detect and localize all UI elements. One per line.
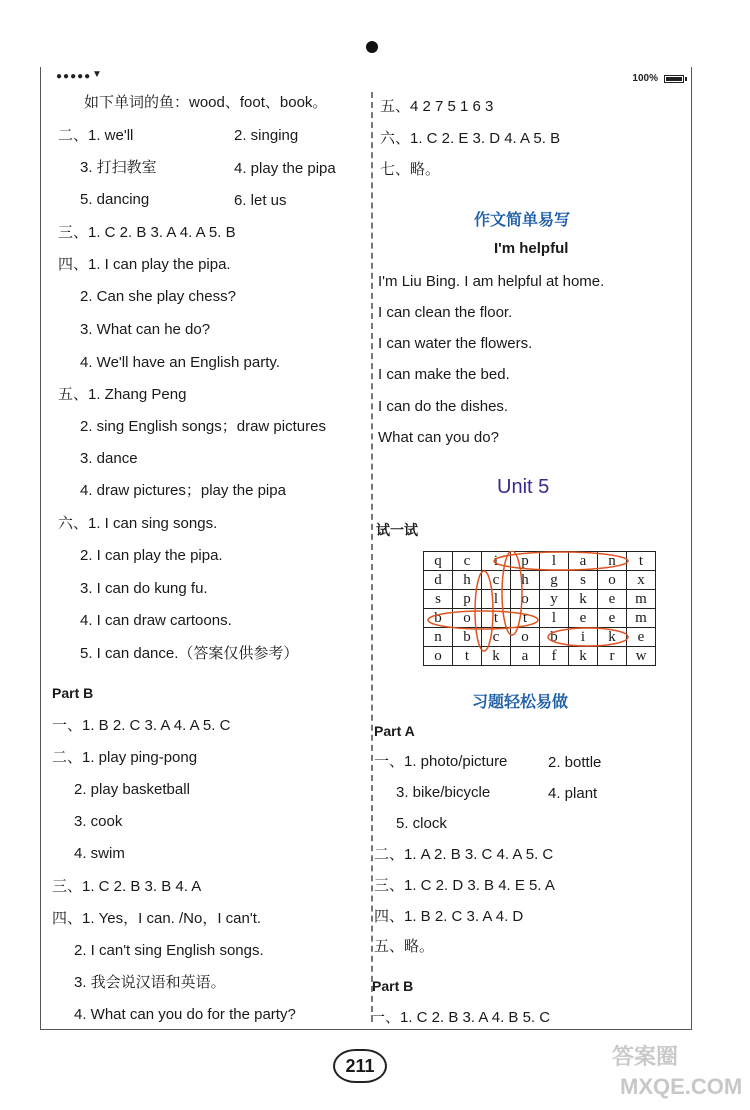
composition-line: I can do the dishes. — [378, 398, 509, 415]
answer-line: 四、1. I can play the pipa. — [58, 256, 231, 273]
grid-cell: o — [598, 571, 627, 590]
unit-title: Unit 5 — [497, 476, 550, 498]
answer-line: 五、略。 — [374, 938, 435, 955]
grid-cell: i — [569, 628, 598, 647]
answer-line: 2. play basketball — [74, 781, 190, 798]
grid-row — [424, 628, 656, 647]
grid-cell: o — [453, 609, 482, 628]
answer-line: 4. We'll have an English party. — [80, 354, 280, 371]
grid-cell: s — [424, 590, 453, 609]
grid-cell: n — [598, 552, 627, 571]
battery-percent: 100% — [632, 73, 658, 84]
answer-line: 2. sing English songs；draw pictures — [80, 418, 326, 435]
grid-cell: h — [511, 571, 540, 590]
grid-cell: p — [511, 552, 540, 571]
answer-line: 4. draw pictures；play the pipa — [80, 482, 286, 499]
composition-line: I can make the bed. — [378, 366, 510, 383]
grid-cell: t — [511, 609, 540, 628]
part-heading: Part B — [52, 685, 94, 701]
grid-cell: b — [424, 609, 453, 628]
grid-cell: e — [598, 609, 627, 628]
grid-cell: t — [482, 609, 511, 628]
grid-cell: c — [482, 628, 511, 647]
answer-line: 3. dance — [80, 450, 138, 467]
grid-cell: l — [540, 609, 569, 628]
answer-line: 6. let us — [234, 192, 287, 209]
try-label: 试一试 — [376, 522, 418, 538]
word-search-grid — [423, 551, 656, 666]
grid-cell: a — [511, 647, 540, 666]
part-heading: Part A — [374, 723, 415, 739]
grid-cell: k — [482, 647, 511, 666]
grid-cell: t — [453, 647, 482, 666]
page-number: 211 — [333, 1049, 387, 1083]
answer-line: 3. What can he do? — [80, 321, 211, 338]
grid-cell: q — [424, 552, 453, 571]
grid-row — [424, 590, 656, 609]
watermark-logo: 答案圈 — [612, 1044, 679, 1069]
answer-line: 4. I can draw cartoons. — [80, 612, 232, 629]
answer-line: 一、1. C 2. B 3. A 4. B 5. C — [370, 1009, 551, 1026]
grid-cell: p — [453, 590, 482, 609]
answer-line: 四、1. Yes，I can. /No，I can't. — [52, 910, 262, 927]
composition-title: I'm helpful — [494, 240, 569, 257]
answer-line: 三、1. C 2. D 3. B 4. E 5. A — [374, 877, 555, 894]
grid-cell: b — [453, 628, 482, 647]
wifi-icon: ▼ — [92, 69, 102, 80]
grid-row — [424, 552, 656, 571]
answer-line: 二、1. play ping-pong — [52, 749, 198, 766]
answer-line: 2. I can't sing English songs. — [74, 942, 264, 959]
grid-cell: e — [627, 628, 656, 647]
grid-cell: x — [627, 571, 656, 590]
composition-line: What can you do? — [378, 429, 499, 446]
signal-icon: ●●●●● — [56, 71, 92, 82]
section-heading-exercises: 习题轻松易做 — [472, 694, 569, 711]
answer-line: 5. clock — [396, 815, 447, 832]
grid-cell: b — [540, 628, 569, 647]
composition-line: I can water the flowers. — [378, 335, 533, 352]
answer-line: 五、4 2 7 5 1 6 3 — [380, 98, 494, 115]
answer-line: 二、1. A 2. B 3. C 4. A 5. C — [374, 846, 554, 863]
grid-cell: l — [482, 590, 511, 609]
answer-line: 3. cook — [74, 813, 123, 830]
part-heading: Part B — [372, 978, 414, 994]
answer-line: 一、1. B 2. C 3. A 4. A 5. C — [52, 717, 231, 734]
column-divider — [371, 92, 373, 1022]
grid-cell: o — [511, 590, 540, 609]
grid-cell: t — [627, 552, 656, 571]
grid-cell: k — [598, 628, 627, 647]
grid-cell: d — [424, 571, 453, 590]
grid-cell: o — [424, 647, 453, 666]
grid-cell: y — [540, 590, 569, 609]
grid-cell: c — [453, 552, 482, 571]
grid-cell: o — [511, 628, 540, 647]
answer-line: 3. 我会说汉语和英语。 — [74, 974, 226, 991]
answer-line: 2. I can play the pipa. — [80, 547, 223, 564]
answer-line: 4. What can you do for the party? — [74, 1006, 296, 1023]
answer-line: 2. Can she play chess? — [80, 288, 236, 305]
grid-row — [424, 609, 656, 628]
grid-cell: n — [424, 628, 453, 647]
grid-cell: r — [598, 647, 627, 666]
grid-cell: k — [569, 590, 598, 609]
answer-line: 三、1. C 2. B 3. A 4. A 5. B — [58, 224, 236, 241]
composition-line: I can clean the floor. — [378, 304, 513, 321]
grid-cell: f — [540, 647, 569, 666]
grid-cell: m — [627, 590, 656, 609]
answer-line: 3. bike/bicycle — [396, 784, 491, 801]
answer-line: 4. swim — [74, 845, 125, 862]
answer-line: 一、1. photo/picture — [374, 753, 508, 770]
answer-line: 5. I can dance.（答案仅供参考） — [80, 645, 299, 662]
camera-dot — [366, 41, 378, 53]
grid-row — [424, 571, 656, 590]
section-heading-writing: 作文简单易写 — [474, 212, 571, 229]
grid-cell: s — [569, 571, 598, 590]
grid-cell: g — [540, 571, 569, 590]
grid-cell: w — [627, 647, 656, 666]
answer-line: 3. I can do kung fu. — [80, 580, 208, 597]
answer-line: 4. plant — [548, 785, 598, 802]
answer-line: 5. dancing — [80, 191, 150, 208]
grid-cell: c — [482, 571, 511, 590]
composition-line: I'm Liu Bing. I am helpful at home. — [378, 273, 605, 290]
watermark-url: MXQE.COM — [620, 1074, 743, 1099]
answer-line: 如下单词的鱼：wood、foot、book。 — [84, 94, 328, 111]
answer-line: 二、1. we'll — [58, 127, 134, 144]
answer-line: 五、1. Zhang Peng — [58, 386, 187, 403]
grid-cell: l — [540, 552, 569, 571]
grid-cell: i — [482, 552, 511, 571]
grid-cell: h — [453, 571, 482, 590]
grid-cell: e — [598, 590, 627, 609]
grid-cell: m — [627, 609, 656, 628]
answer-line: 四、1. B 2. C 3. A 4. D — [374, 908, 524, 925]
answer-line: 六、1. C 2. E 3. D 4. A 5. B — [380, 130, 561, 147]
answer-line: 2. singing — [234, 127, 299, 144]
grid-cell: a — [569, 552, 598, 571]
answer-line: 4. play the pipa — [234, 160, 336, 177]
answer-line: 七、略。 — [380, 161, 441, 178]
answer-line: 3. 打扫教室 — [80, 159, 157, 176]
grid-cell: k — [569, 647, 598, 666]
answer-line: 三、1. C 2. B 3. B 4. A — [52, 878, 202, 895]
grid-row — [424, 647, 656, 666]
answer-line: 六、1. I can sing songs. — [58, 515, 218, 532]
answer-line: 2. bottle — [548, 754, 602, 771]
grid-cell: e — [569, 609, 598, 628]
